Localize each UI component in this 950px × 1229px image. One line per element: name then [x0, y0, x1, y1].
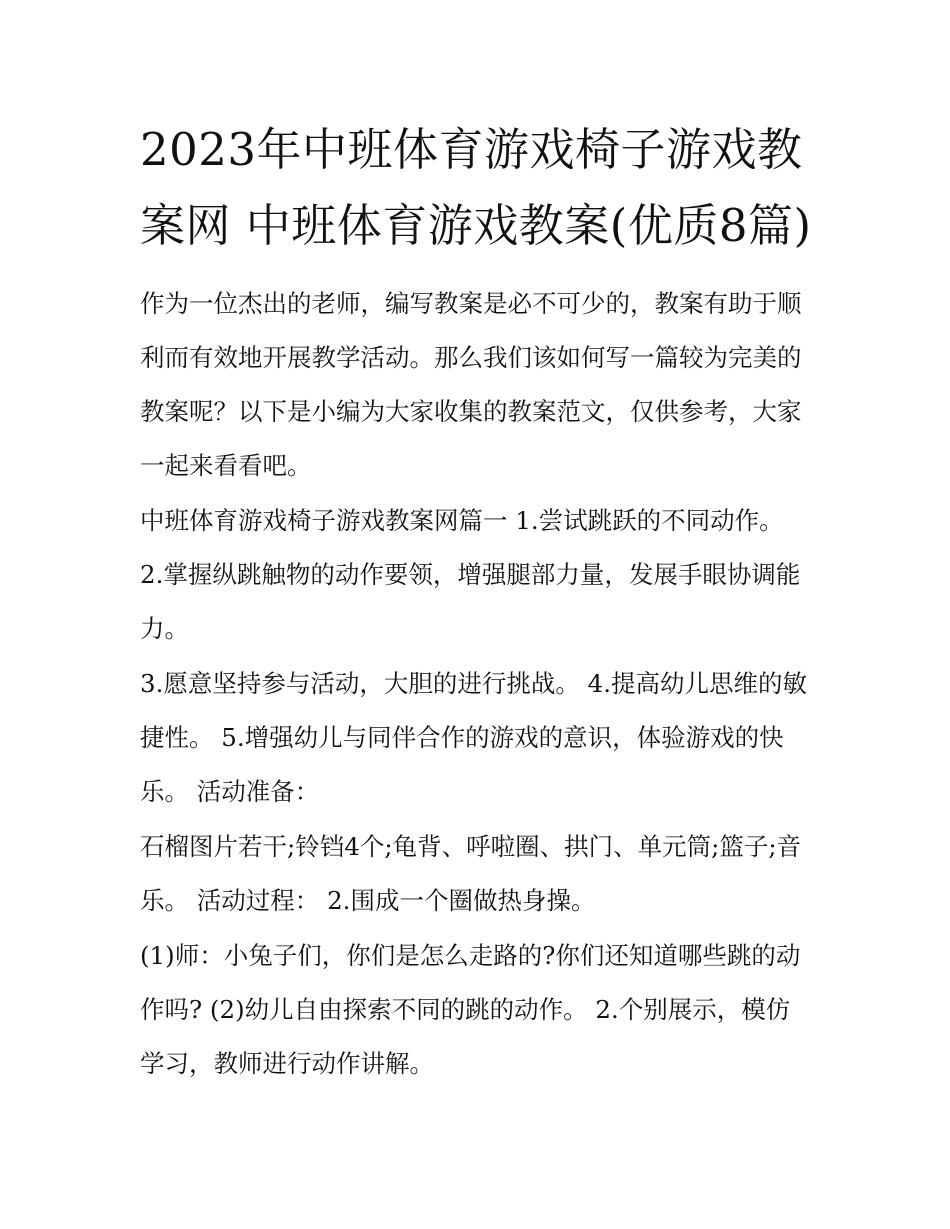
body-paragraph-preparation: 石榴图片若干;铃铛4个;龟背、呼啦圈、拱门、单元筒;篮子;音乐。 活动过程： 2.围成一个圈做热身操。: [140, 832, 802, 915]
body-paragraph-goals-continued: 3.愿意坚持参与活动，大胆的进行挑战。 4.提高幼儿思维的敏捷性。 5.增强幼儿与同伴合作的游戏的意识，体验游戏的快乐。 活动准备：: [140, 669, 808, 806]
document-page: [140, 112, 812, 1091]
body-paragraph-goals: 中班体育游戏椅子游戏教案网篇一 1.尝试跳跃的不同动作。 2.掌握纵跳触物的动作要领，增强腿部力量，发展手眼协调能力。: [140, 506, 801, 643]
document-title: 2023年中班体育游戏椅子游戏教案网 中班体育游戏教案(优质8篇): [140, 123, 812, 252]
body-paragraph-process: (1)师：小兔子们，你们是怎么走路的?你们还知道哪些跳的动作吗? (2)幼儿自由探索不同的跳的动作。 2.个别展示，模仿学习，教师进行动作讲解。: [140, 941, 801, 1078]
intro-paragraph: 作为一位杰出的老师，编写教案是必不可少的，教案有助于顺利而有效地开展教学活动。那么我们该如何写一篇较为完美的教案呢？以下是小编为大家收集的教案范文，仅供参考，大家一起来看看吧。: [140, 289, 802, 480]
